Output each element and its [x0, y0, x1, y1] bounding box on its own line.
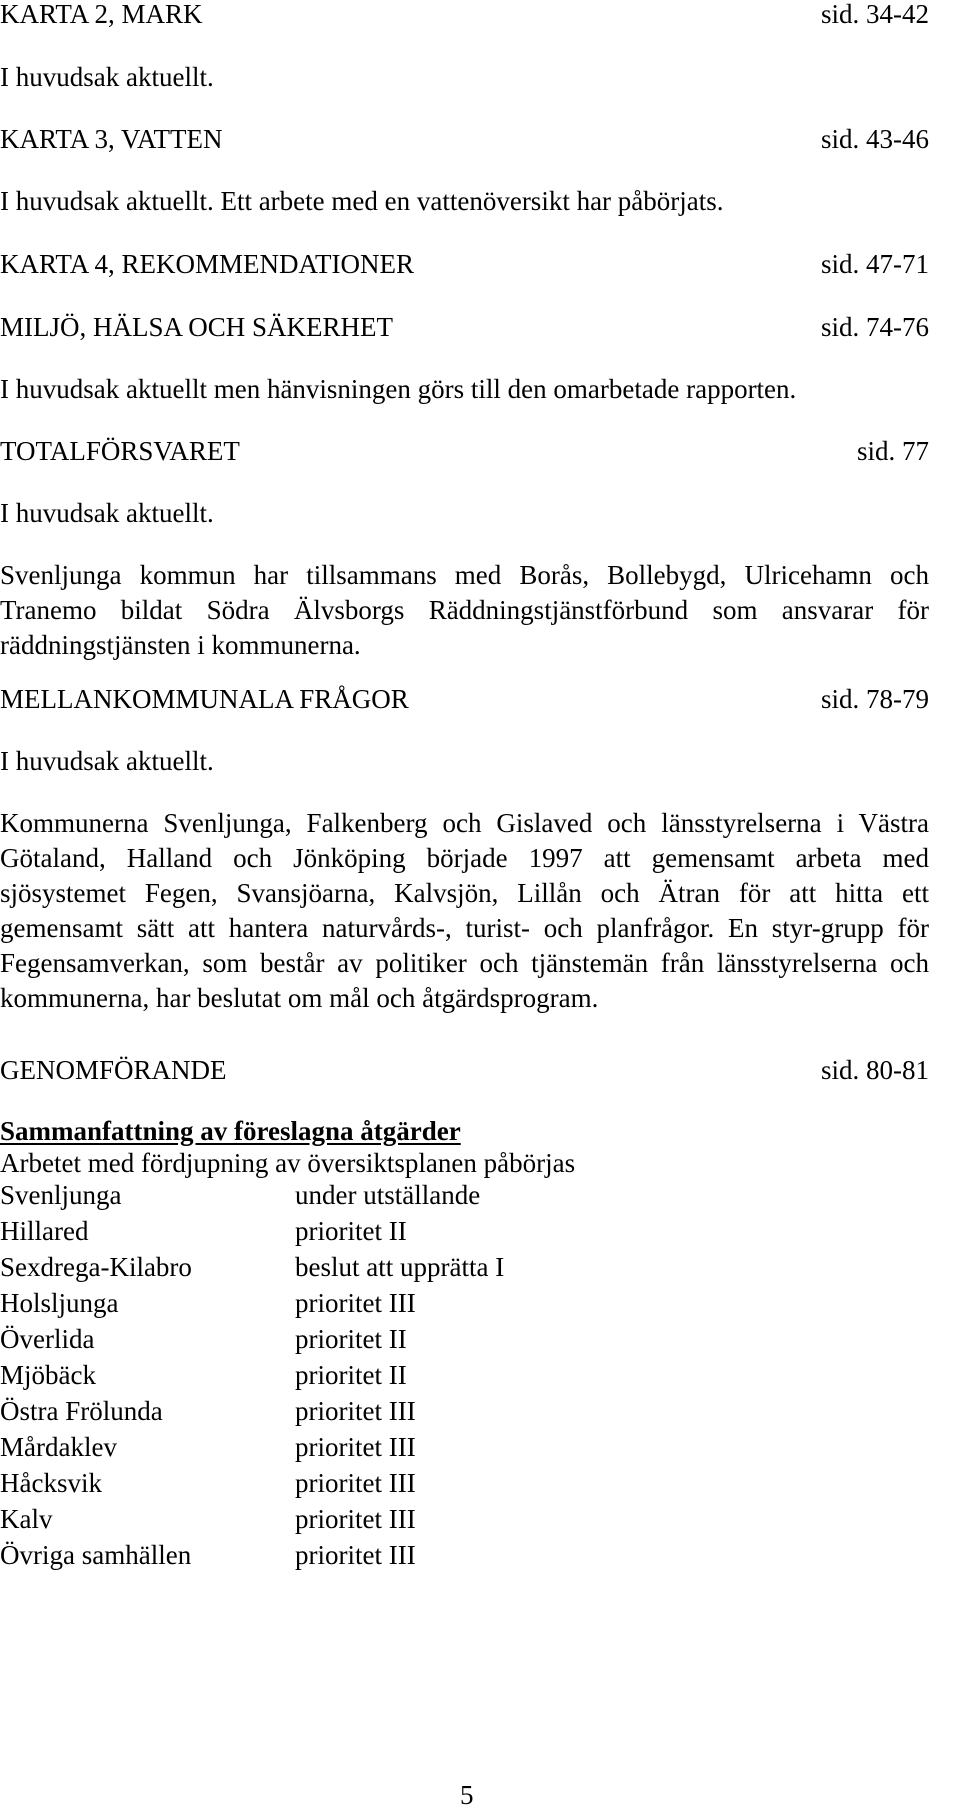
list-item: [0, 1502, 929, 1538]
section-heading-row: [0, 247, 929, 282]
list-item: [0, 1394, 929, 1430]
section-heading: GENOMFÖRANDE: [0, 1055, 227, 1085]
section-note: I huvudsak aktuellt. Ett arbete med en vattenöversikt har påbörjats.: [0, 186, 724, 216]
priority-status: prioritet III: [295, 1540, 416, 1570]
place-name: Övriga samhällen: [0, 1540, 192, 1570]
place-name: Holsljunga: [0, 1288, 119, 1318]
place-name: Överlida: [0, 1324, 95, 1354]
list-item: [0, 1250, 929, 1286]
section-heading: KARTA 2, MARK: [0, 0, 203, 29]
place-name: Östra Frölunda: [0, 1396, 163, 1426]
place-name: Mjöbäck: [0, 1360, 96, 1390]
section-heading-row: [0, 310, 929, 345]
priority-status: prioritet II: [295, 1324, 407, 1354]
section-heading-row: [0, 1053, 929, 1088]
section-heading-row: [0, 434, 929, 469]
page-reference: sid. 43-46: [821, 124, 929, 154]
page-reference: sid. 78-79: [821, 684, 929, 714]
list-item: [0, 1358, 929, 1394]
place-name: Mårdaklev: [0, 1432, 117, 1462]
priority-status: prioritet II: [295, 1216, 407, 1246]
priority-status: prioritet III: [295, 1288, 416, 1318]
priority-list: [0, 1178, 929, 1574]
place-name: Sexdrega-Kilabro: [0, 1252, 192, 1282]
page-number: 5: [460, 1780, 474, 1810]
place-name: Håcksvik: [0, 1468, 102, 1498]
section-note: I huvudsak aktuellt men hänvisningen görs till den omarbetade rapporten.: [0, 374, 797, 404]
priority-status: prioritet III: [295, 1504, 416, 1534]
section-note: I huvudsak aktuellt.: [0, 498, 214, 528]
section-heading: KARTA 4, REKOMMENDATIONER: [0, 249, 414, 279]
section-heading: TOTALFÖRSVARET: [0, 436, 240, 466]
section-heading-row: [0, 682, 929, 717]
list-item: [0, 1178, 929, 1214]
body-paragraph: Kommunerna Svenljunga, Falkenberg och Gislaved och länsstyrelserna i Västra Götaland, Halland och Jönköping började 1997 att gemensamt arbeta med sjösystemet Fegen, Svansjöarna, Kalvsjön, Lillån och Ätran för att hitta ett gemensamt sätt att hantera naturvårds-, turist- och planfrågor. En styr-grupp för Fegensamverkan, som består av politiker och tjänstemän från länsstyrelserna och kommunerna, har beslutat om mål och åtgärdsprogram.: [0, 808, 929, 1013]
priority-status: prioritet II: [295, 1360, 407, 1390]
list-item: [0, 1286, 929, 1322]
page-reference: sid. 77: [856, 436, 929, 466]
page-reference: sid. 34-42: [821, 0, 929, 29]
section-note: I huvudsak aktuellt.: [0, 746, 214, 776]
list-item: [0, 1322, 929, 1358]
priority-status: prioritet III: [295, 1432, 416, 1462]
body-paragraph: Svenljunga kommun har tillsammans med Borås, Bollebygd, Ulricehamn och Tranemo bildat Södra Älvsborgs Räddningstjänstförbund som ansvarar för räddningstjänsten i kommunerna.: [0, 560, 929, 660]
page-reference: sid. 80-81: [821, 1055, 929, 1085]
section-heading: MELLANKOMMUNALA FRÅGOR: [0, 684, 409, 714]
priority-status: beslut att upprätta I: [295, 1252, 505, 1282]
section-heading-row: [0, 122, 929, 157]
priority-status: prioritet III: [295, 1468, 416, 1498]
section-heading-row: [0, 0, 929, 32]
section-note: I huvudsak aktuellt.: [0, 62, 214, 92]
summary-intro: Arbetet med fördjupning av översiktsplanen påbörjas: [0, 1148, 576, 1178]
list-item: [0, 1538, 929, 1574]
page-reference: sid. 74-76: [821, 312, 929, 342]
place-name: Hillared: [0, 1216, 89, 1246]
list-item: [0, 1430, 929, 1466]
list-item: [0, 1466, 929, 1502]
list-item: [0, 1214, 929, 1250]
priority-status: prioritet III: [295, 1396, 416, 1426]
place-name: Kalv: [0, 1504, 53, 1534]
summary-heading: Sammanfattning av föreslagna åtgärder: [0, 1116, 461, 1146]
priority-status: under utställande: [295, 1180, 481, 1210]
place-name: Svenljunga: [0, 1180, 122, 1210]
section-heading: MILJÖ, HÄLSA OCH SÄKERHET: [0, 312, 394, 342]
page-reference: sid. 47-71: [821, 249, 929, 279]
section-heading: KARTA 3, VATTEN: [0, 124, 223, 154]
